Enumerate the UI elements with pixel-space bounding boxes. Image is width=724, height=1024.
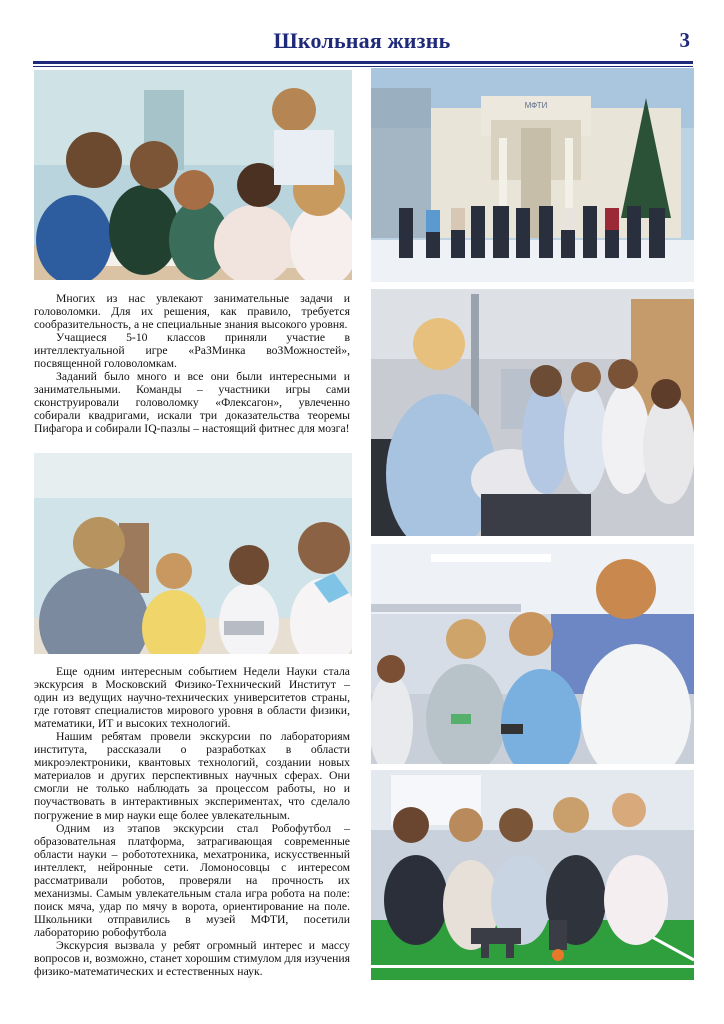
article-puzzles-text bbox=[34, 292, 350, 436]
page-number: 3 bbox=[679, 28, 690, 52]
photo-lab-robot bbox=[371, 289, 694, 536]
header-rule-thin bbox=[33, 66, 693, 67]
photo-robofootball bbox=[371, 770, 694, 980]
paragraph: Одним из этапов экскурсии стал Робофутбол – образовательная платформа, затрагивающая современные области науки – робототехника, мехатроника, искусственный интеллект, нейронные сети. Ломоносовцы с интересом рассматривали роботов, проверяли на прочность их механизмы. Самым увлекательным стала игра робота на поле: поиск мяча, удар по мячу в ворота, ориентирование на поле. Школьники отправились в музей МФТИ, посетили лабораторию робофутбола bbox=[34, 821, 350, 939]
article-mipt-text bbox=[34, 665, 350, 978]
page-title: Школьная жизнь bbox=[273, 28, 451, 53]
building-sign: МФТИ bbox=[524, 101, 548, 110]
paragraph: Заданий было много и все они были интересными и занимательными. Команды – участники игры сами сконструировали головоломку «Флексагон», увлеченно собирали квадригами, искали три доказательства теоремы Пифагора и собирали IQ-пазлы – настоящий фитнес для мозга! bbox=[34, 370, 350, 436]
photo-kids-puzzles bbox=[34, 70, 352, 280]
photo-origami-table bbox=[34, 453, 352, 654]
paragraph: Еще одним интересным событием Недели Науки стала экскурсия в Московский Физико-Технический Институт – один из ведущих научно-технических университетов страны, где готовят специалистов мирового уровня в области физики, математики, ИТ и высоких технологий. bbox=[34, 665, 350, 731]
paragraph: Нашим ребятам провели экскурсии по лабораториям института, рассказали о разработках в области микроэлектроники, квантовых технологий, создании новых материалов и других перспективных научных сферах. Они смогли не только наблюдать за процессом работы, но и поучаствовать в интерактивных экспериментах, что сделало погружение в мир науки еще более увлекательным. bbox=[34, 730, 350, 822]
header-rule bbox=[33, 61, 693, 64]
paragraph: Экскурсия вызвала у ребят огромный интерес и массу вопросов и, возможно, станет хорошим стимулом для изучения физико-математических и естественных наук. bbox=[34, 938, 350, 979]
paragraph: Многих из нас увлекают занимательные задачи и головоломки. Для их решения, как правило, требуется сообразительность, а не специальные знания высокого уровня. bbox=[34, 292, 350, 332]
photo-boys-devices bbox=[371, 544, 694, 764]
paragraph: Учащиеся 5-10 классов приняли участие в интеллектуальной игре «РаЗМинка воЗМожностей», посвященной головоломкам. bbox=[34, 331, 350, 371]
photo-group-building bbox=[371, 68, 694, 282]
